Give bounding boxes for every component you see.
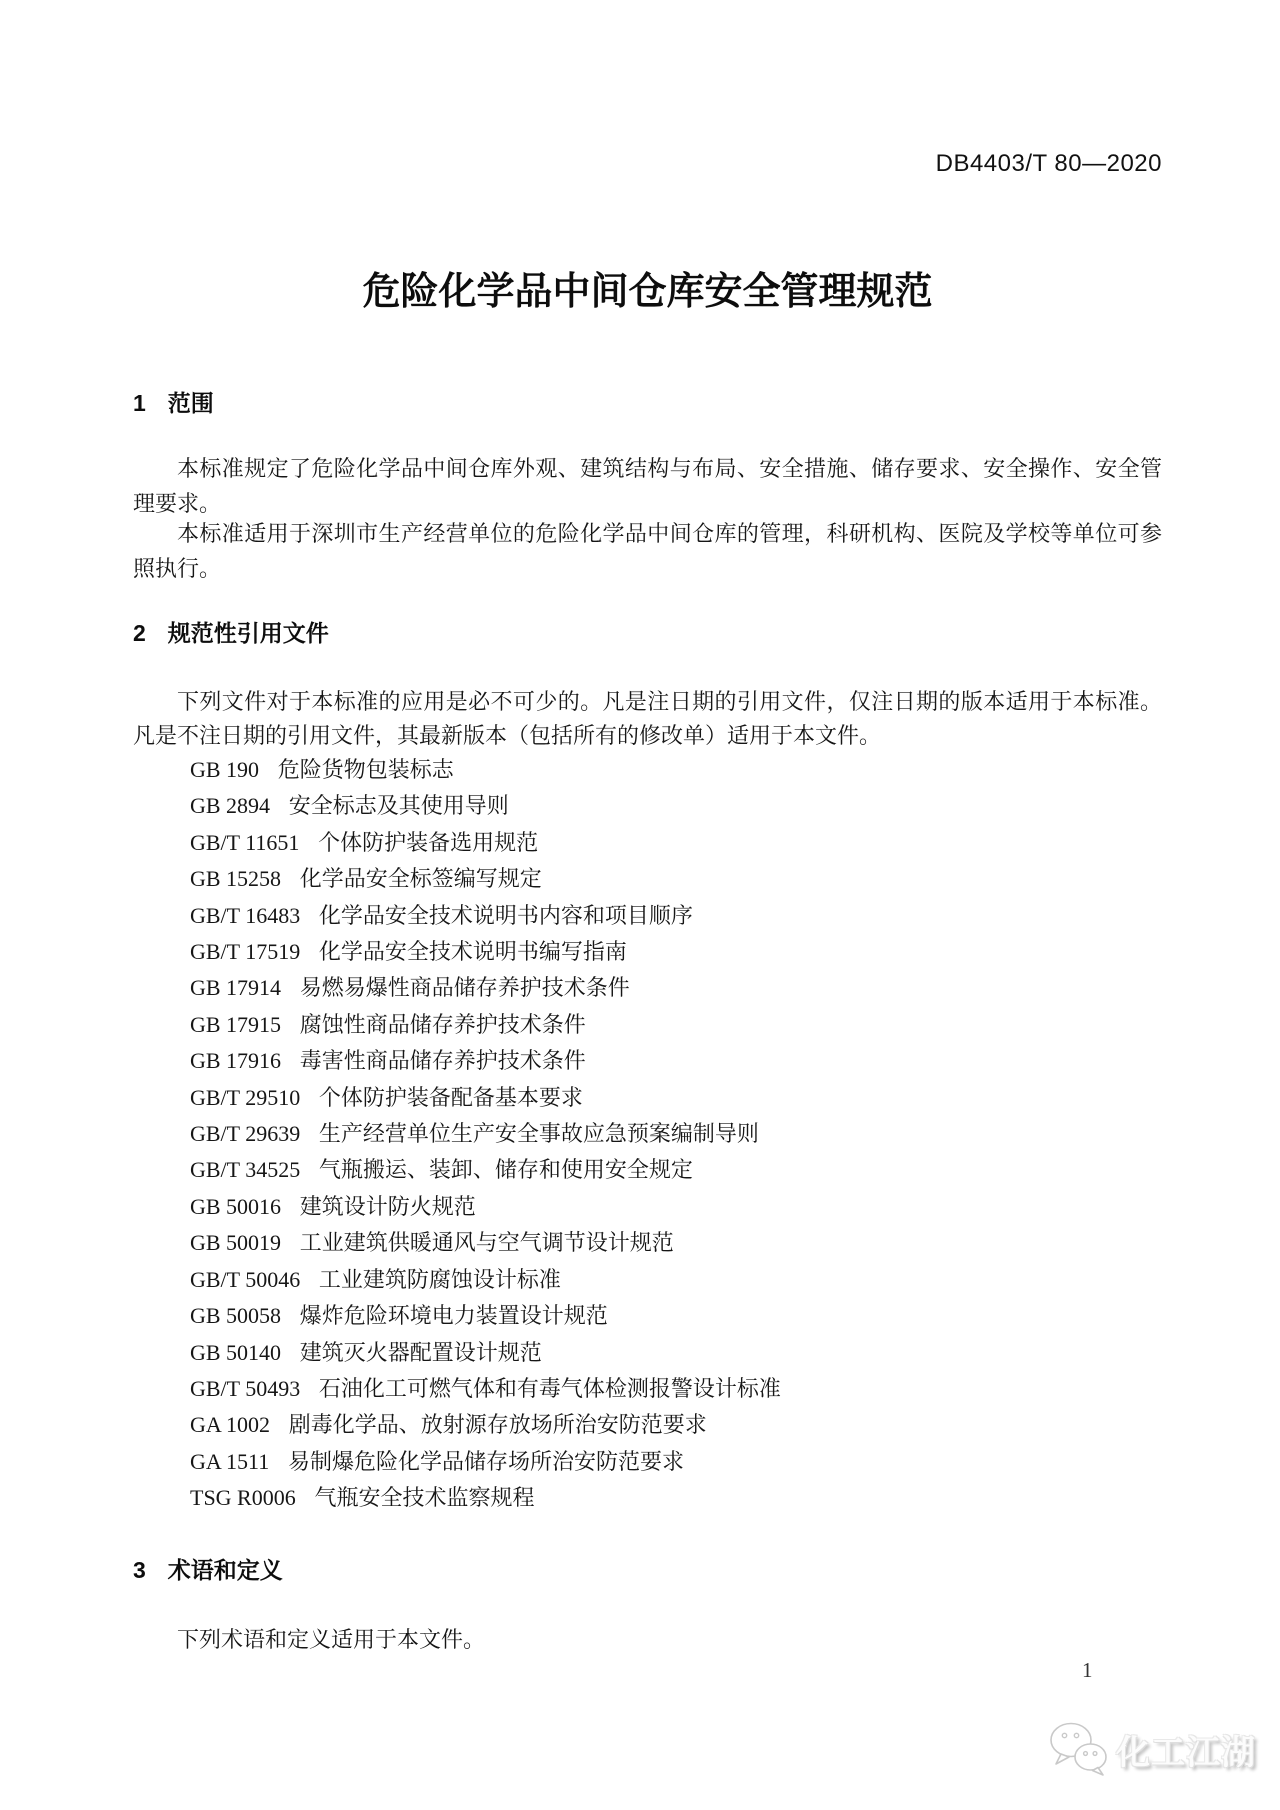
section-title: 范围	[167, 390, 214, 416]
reference-name: 爆炸危险环境电力装置设计规范	[299, 1303, 608, 1329]
reference-name: 危险货物包装标志	[277, 757, 454, 782]
section-heading-scope	[133, 392, 214, 415]
reference-code: GB/T 29510	[190, 1084, 301, 1110]
reference-name: 易制爆危险化学品储存场所治安防范要求	[287, 1448, 684, 1474]
reference-code: GB/T 11651	[190, 829, 300, 855]
reference-name: 建筑设计防火规范	[299, 1193, 476, 1219]
paragraph-terms-intro: 下列术语和定义适用于本文件。	[177, 1627, 486, 1652]
reference-code: GB 190	[190, 757, 260, 782]
wechat-icon	[1048, 1720, 1110, 1778]
reference-item	[190, 752, 1180, 788]
section-title: 规范性引用文件	[167, 620, 329, 646]
section-number: 3	[133, 1557, 146, 1583]
reference-code: GB 17914	[190, 975, 282, 1001]
section-heading-terms	[133, 1559, 283, 1582]
reference-name: 个体防护装备选用规范	[318, 829, 539, 855]
reference-item	[190, 788, 1180, 824]
reference-item	[190, 825, 1180, 861]
reference-item	[190, 1298, 1180, 1334]
reference-item	[190, 861, 1180, 897]
reference-item	[190, 1043, 1180, 1079]
reference-name: 石油化工可燃气体和有毒气体检测报警设计标准	[318, 1375, 781, 1401]
reference-code: GA 1002	[190, 1412, 271, 1438]
reference-item	[190, 1444, 1180, 1480]
reference-name: 化学品安全技术说明书内容和项目顺序	[318, 902, 693, 928]
reference-name: 剧毒化学品、放射源存放场所治安防范要求	[288, 1412, 707, 1438]
reference-name: 安全标志及其使用导则	[288, 793, 509, 819]
section-number: 1	[133, 390, 146, 416]
reference-code: GB/T 50493	[190, 1375, 301, 1401]
reference-name: 化学品安全技术说明书编写指南	[318, 939, 627, 965]
reference-item	[190, 970, 1180, 1006]
reference-item	[190, 1407, 1180, 1443]
paragraph-normative-intro: 下列文件对于本标准的应用是必不可少的。凡是注日期的引用文件，仅注日期的版本适用于本标准。凡是不注日期的引用文件，其最新版本（包括所有的修改单）适用于本文件。	[133, 689, 1162, 748]
reference-name: 工业建筑供暖通风与空气调节设计规范	[299, 1230, 674, 1256]
reference-item	[190, 1189, 1180, 1225]
reference-item	[190, 1262, 1180, 1298]
reference-name: 化学品安全标签编写规定	[299, 866, 542, 892]
reference-code: GB 17916	[190, 1048, 282, 1074]
reference-item	[190, 1335, 1180, 1371]
references-list	[190, 752, 1180, 1517]
section-number: 2	[133, 620, 146, 646]
reference-code: GB 2894	[190, 793, 271, 819]
reference-code: GB 50058	[190, 1303, 282, 1329]
reference-name: 建筑灭火器配置设计规范	[299, 1339, 542, 1365]
section-title: 术语和定义	[167, 1557, 283, 1583]
reference-name: 腐蚀性商品储存养护技术条件	[299, 1011, 586, 1037]
reference-name: 气瓶搬运、装卸、储存和使用安全规定	[318, 1157, 693, 1183]
reference-code: GB/T 34525	[190, 1157, 301, 1183]
reference-item	[190, 898, 1180, 934]
reference-item	[190, 1371, 1180, 1407]
reference-name: 生产经营单位生产安全事故应急预案编制导则	[318, 1121, 759, 1147]
doc-title: 危险化学品中间仓库安全管理规范	[362, 271, 933, 313]
reference-name: 个体防护装备配备基本要求	[318, 1084, 583, 1110]
reference-item	[190, 1007, 1180, 1043]
doc-number: DB4403/T 80—2020	[935, 150, 1162, 177]
reference-item	[190, 1480, 1180, 1516]
reference-item	[190, 1152, 1180, 1188]
reference-code: GB 50016	[190, 1193, 282, 1219]
reference-name: 工业建筑防腐蚀设计标准	[318, 1266, 561, 1292]
watermark	[1048, 1720, 1256, 1778]
reference-name: 毒害性商品储存养护技术条件	[299, 1048, 586, 1074]
reference-name: 气瓶安全技术监察规程	[314, 1485, 535, 1511]
reference-code: GB 50019	[190, 1230, 282, 1256]
reference-code: TSG R0006	[190, 1485, 296, 1511]
reference-name: 易燃易爆性商品储存养护技术条件	[299, 975, 630, 1001]
reference-code: GB/T 16483	[190, 902, 301, 928]
paragraph-scope-2: 本标准适用于深圳市生产经营单位的危险化学品中间仓库的管理，科研机构、医院及学校等单位可参照执行。	[133, 521, 1162, 581]
page-number: 1	[1082, 1658, 1093, 1682]
watermark-text: 化工江湖	[1116, 1733, 1256, 1772]
paragraph-scope-1: 本标准规定了危险化学品中间仓库外观、建筑结构与布局、安全措施、储存要求、安全操作、安全管理要求。	[133, 456, 1162, 516]
reference-code: GB 17915	[190, 1011, 282, 1037]
reference-item	[190, 1225, 1180, 1261]
section-heading-normative-references	[133, 622, 329, 645]
reference-code: GB/T 29639	[190, 1121, 301, 1147]
reference-item	[190, 1116, 1180, 1152]
reference-item	[190, 934, 1180, 970]
reference-code: GB/T 17519	[190, 939, 301, 965]
reference-code: GB 15258	[190, 866, 282, 892]
reference-code: GB/T 50046	[190, 1266, 301, 1292]
reference-item	[190, 1080, 1180, 1116]
reference-code: GB 50140	[190, 1339, 282, 1365]
reference-code: GA 1511	[190, 1448, 270, 1474]
